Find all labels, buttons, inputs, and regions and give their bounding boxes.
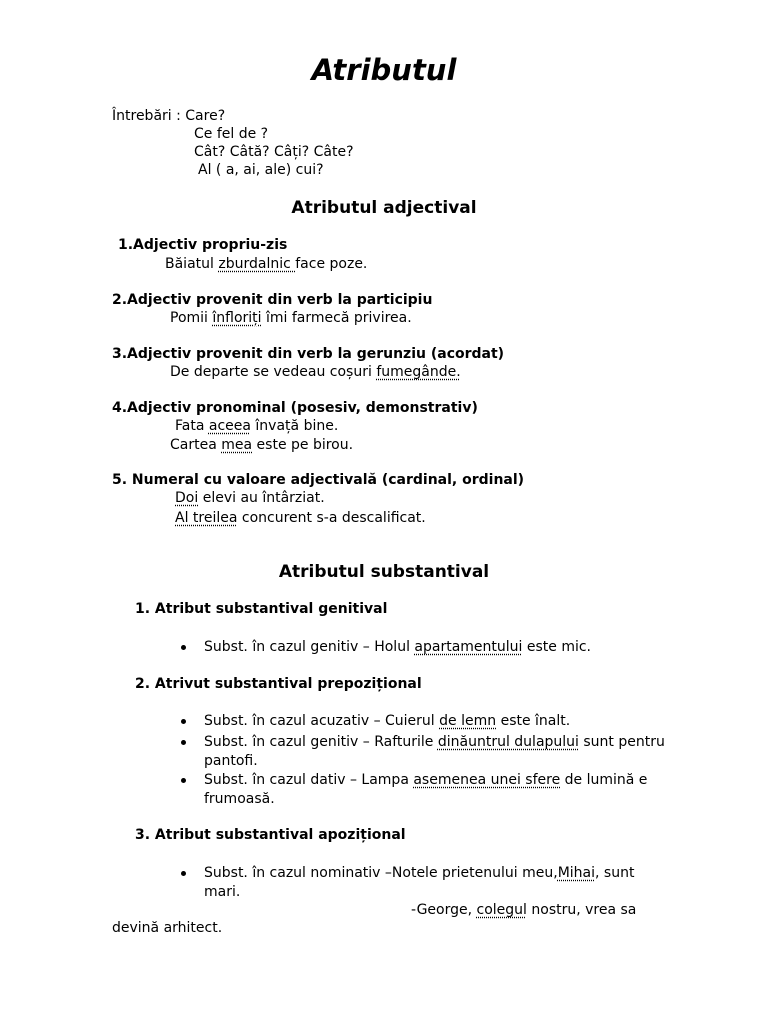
example-sentence: Cartea mea este pe birou. xyxy=(170,437,354,453)
bullet-dot xyxy=(181,871,186,876)
question-line: Al ( a, ai, ale) cui? xyxy=(198,162,324,178)
example-continuation: devină arhitect. xyxy=(112,920,223,936)
section-title: 1. Atribut substantival genitival xyxy=(135,601,388,617)
bullet-dot xyxy=(181,740,186,745)
item-title: 2.Adjectiv provenit din verb la participiu xyxy=(112,292,433,308)
questions-label: Întrebări : Care? xyxy=(112,108,226,124)
example-sentence: De departe se vedeau coșuri fumegânde. xyxy=(170,364,461,380)
item-title: 4.Adjectiv pronominal (posesiv, demonstrativ) xyxy=(112,400,478,416)
list-item: Subst. în cazul dativ – Lampa asemenea unei sfere de lumină e xyxy=(204,772,648,788)
example-sentence: Doi elevi au întârziat. xyxy=(175,490,325,506)
question-line: Cât? Câtă? Câți? Câte? xyxy=(194,144,354,160)
section-heading-substantival: Atributul substantival xyxy=(278,562,490,582)
example-sentence: Băiatul zburdalnic face poze. xyxy=(165,256,368,272)
bullet-dot xyxy=(181,719,186,724)
item-title: 1.Adjectiv propriu-zis xyxy=(118,237,288,253)
list-item-continuation: mari. xyxy=(204,884,241,900)
page-title: Atributul xyxy=(311,53,457,87)
example-sentence: Al treilea concurent s-a descalificat. xyxy=(175,510,426,526)
list-item-continuation: pantofi. xyxy=(204,753,258,769)
item-title: 5. Numeral cu valoare adjectivală (cardinal, ordinal) xyxy=(112,472,525,488)
list-item: Subst. în cazul nominativ –Notele prietenului meu,Mihai, sunt xyxy=(204,865,635,881)
example-sentence: Pomii înfloriți îmi farmecă privirea. xyxy=(170,310,412,326)
section-title: 3. Atribut substantival apozițional xyxy=(135,827,406,843)
section-title: 2. Atrivut substantival prepozițional xyxy=(135,676,422,692)
bullet-dot xyxy=(181,778,186,783)
example-sentence: -George, colegul nostru, vrea sa xyxy=(411,902,637,918)
question-line: Ce fel de ? xyxy=(194,126,269,142)
example-sentence: Fata aceea învață bine. xyxy=(175,418,339,434)
bullet-dot xyxy=(181,645,186,650)
section-heading-adjectival: Atributul adjectival xyxy=(291,198,477,218)
list-item: Subst. în cazul genitiv – Rafturile dinăuntrul dulapului sunt pentru xyxy=(204,734,665,750)
list-item: Subst. în cazul acuzativ – Cuierul de lemn este înalt. xyxy=(204,713,571,729)
item-title: 3.Adjectiv provenit din verb la gerunziu (acordat) xyxy=(112,346,505,362)
list-item: Subst. în cazul genitiv – Holul apartamentului este mic. xyxy=(204,639,592,655)
list-item-continuation: frumoasă. xyxy=(204,791,275,807)
